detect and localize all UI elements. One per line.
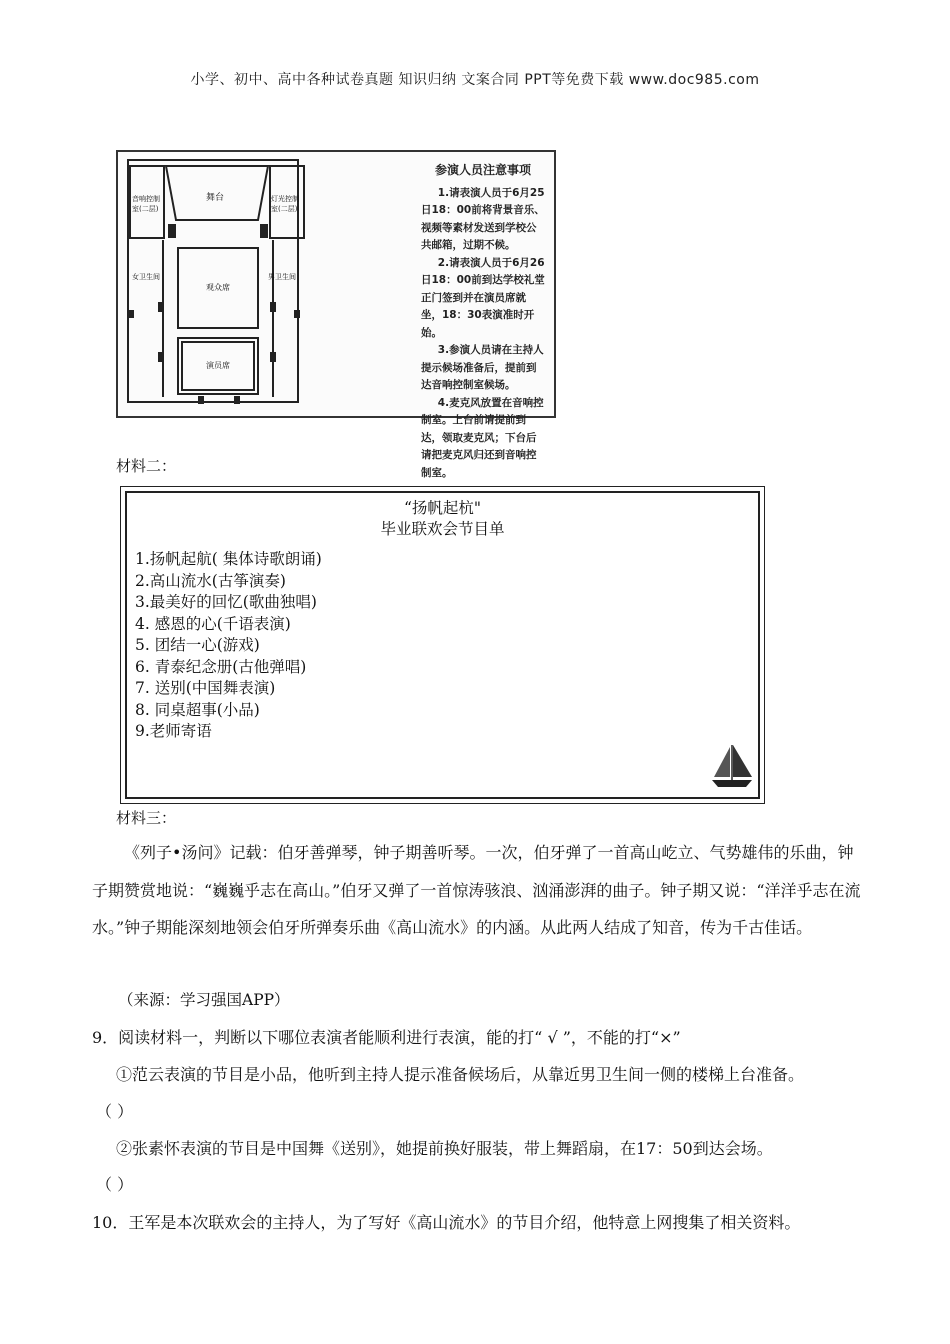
question-9-item-2: ②张素怀表演的节目是中国舞《送别》，她提前换好服装，带上舞蹈扇，在17：50到达会场。: [116, 1139, 773, 1158]
program-subtitle: 毕业联欢会节目单: [380, 520, 505, 538]
page-header: 小学、初中、高中各种试卷真题 知识归纳 文案合同 PPT等免费下载 www.doc985.com: [190, 72, 760, 88]
room-sound-control: 音响控制室(二层): [132, 195, 160, 213]
question-9: 9．阅读材料一，判断以下哪位表演者能顺利进行表演，能的打“ √ ”，不能的打“×”: [92, 1028, 681, 1047]
room-audience: 观众席: [206, 283, 230, 292]
program-list: [135, 549, 322, 743]
sailboat-icon: [708, 743, 756, 791]
program-title: “扬帆起杭": [403, 499, 482, 517]
program-item: 7. 送别(中国舞表演): [135, 679, 276, 697]
program-item: 6. 青泰纪念册(古他弹唱): [135, 657, 307, 676]
program-item: 8. 同桌超事(小品): [135, 700, 260, 719]
program-item: 1.扬帆起航( 集体诗歌朗诵): [135, 550, 322, 568]
source-note: （来源：学习强国APP）: [118, 991, 290, 1009]
question-10: 10．王军是本次联欢会的主持人，为了写好《高山流水》的节目介绍，他特意上网搜集了相关资料。: [92, 1213, 801, 1232]
room-female-wc: 女卫生间: [132, 273, 160, 281]
notice-item: 2.请表演人员于6月26日18：00前到达学校礼堂正门签到并在演员席就坐，18：30表演准时开始。: [421, 256, 545, 339]
program-box: [120, 486, 765, 804]
room-light-control: 灯光控制室(二层): [271, 195, 299, 213]
material2-label: 材料二：: [116, 457, 177, 475]
room-stage: 舞台: [206, 193, 225, 203]
program-item: 2.高山流水(古筝演奏): [135, 571, 286, 590]
notice-panel: [421, 162, 545, 482]
notice-item: 4.麦克风放置在音响控制室。上台前请提前到达，领取麦克风；下台后请把麦克风归还到音响控制室。: [421, 396, 544, 479]
notice-item: 1.请表演人员于6月25日18：00前将背景音乐、视频等素材发送到学校公共邮箱，过期不候。: [421, 186, 545, 251]
room-performers: 演员席: [206, 361, 230, 370]
program-item: 3.最美好的回忆(歌曲独唱): [135, 593, 317, 611]
notice-title: 参演人员注意事项: [434, 163, 531, 177]
material3-label: 材料三：: [116, 809, 177, 827]
answer-blank[interactable]: （ ）: [96, 1102, 134, 1121]
room-male-wc: 男卫生间: [268, 273, 296, 281]
program-item: 5. 团结一心(游戏): [135, 636, 260, 654]
notice-item: 3.参演人员请在主持人提示候场准备后，提前到达音响控制室候场。: [421, 344, 544, 391]
answer-blank[interactable]: （ ）: [96, 1175, 134, 1194]
program-item: 9.老师寄语: [135, 722, 212, 740]
material3-text: 《列子•汤问》记载：伯牙善弹琴，钟子期善听琴。一次，伯牙弹了一首高山屹立、气势雄伟的乐曲，钟子期赞赏地说：“巍巍乎志在高山。”伯牙又弹了一首惊涛骇浪、汹涌澎湃的曲子。钟子期又说：“洋洋乎志在流水。”钟子期能深刻地领会伯牙所弹奏乐曲《高山流水》的内涵。从此两人结成了知音，传为千古佳话。: [92, 843, 861, 937]
program-item: 4. 感恩的心(千语表演): [135, 614, 291, 633]
question-9-item-1: ①范云表演的节目是小品，他听到主持人提示准备候场后，从靠近男卫生间一侧的楼梯上台准备。: [116, 1065, 805, 1084]
